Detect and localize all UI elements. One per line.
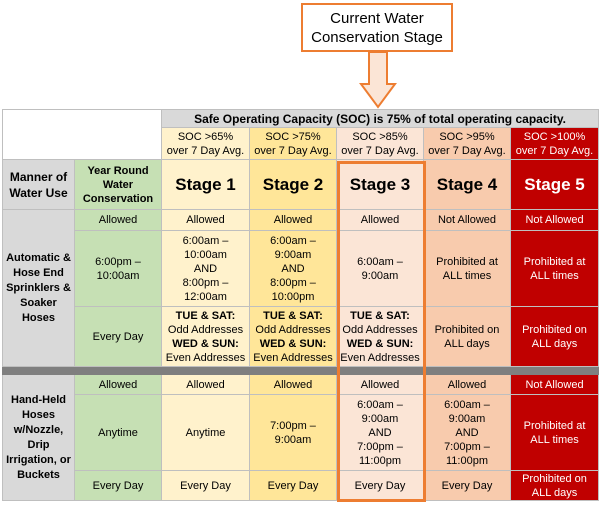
table-cell: Not Allowed [424, 210, 511, 231]
manner-of-water-use-header: Manner of Water Use [3, 160, 75, 210]
table-cell: 6:00pm – 10:00am [75, 231, 162, 307]
table-cell: Allowed [162, 210, 250, 231]
table-cell: Every Day [337, 471, 424, 501]
table-cell: Allowed [75, 210, 162, 231]
separator-bar [3, 367, 599, 375]
soc-range-stage1: SOC >65% over 7 Day Avg. [162, 128, 250, 160]
table-cell: Every Day [424, 471, 511, 501]
soc-range-stage3: SOC >85% over 7 Day Avg. [337, 128, 424, 160]
callout-line-1: Current Water [330, 9, 424, 27]
table-cell: Anytime [75, 395, 162, 471]
table-cell: Every Day [162, 471, 250, 501]
table-cell: Not Allowed [511, 375, 599, 395]
table-cell: Prohibited at ALL times [511, 395, 599, 471]
table-cell: Allowed [250, 375, 337, 395]
blank-corner [3, 110, 162, 160]
stage-header-row [3, 160, 599, 210]
group-separator [3, 367, 599, 375]
table-cell: 7:00pm – 9:00am [250, 395, 337, 471]
handheld-times-row [3, 395, 599, 471]
table-cell: Prohibited on ALL days [424, 307, 511, 367]
table-cell: 6:00am – 9:00am AND 7:00pm – 11:00pm [424, 395, 511, 471]
table-cell: 6:00am – 9:00am AND 8:00pm – 10:00pm [250, 231, 337, 307]
table-cell: 6:00am – 10:00am AND 8:00pm – 12:00am [162, 231, 250, 307]
table-cell: TUE & SAT: Odd Addresses WED & SUN: Even Addresses [162, 307, 250, 367]
table-cell: TUE & SAT: Odd Addresses WED & SUN: Even Addresses [337, 307, 424, 367]
table-cell: Allowed [424, 375, 511, 395]
automatic-days-row [3, 307, 599, 367]
table-cell: Allowed [337, 210, 424, 231]
soc-range-stage4: SOC >95% over 7 Day Avg. [424, 128, 511, 160]
soc-range-stage2: SOC >75% over 7 Day Avg. [250, 128, 337, 160]
table-cell: Prohibited on ALL days [511, 471, 599, 501]
table-cell: Every Day [75, 471, 162, 501]
table-cell: 6:00am – 9:00am AND 7:00pm – 11:00pm [337, 395, 424, 471]
current-stage-callout [301, 3, 453, 52]
down-arrow-icon [359, 51, 397, 109]
water-conservation-table [2, 109, 599, 501]
soc-title: Safe Operating Capacity (SOC) is 75% of total operating capacity. [162, 110, 599, 128]
table-cell: Prohibited on ALL days [511, 307, 599, 367]
table-cell: Allowed [162, 375, 250, 395]
year-round-header: Year Round Water Conservation [75, 160, 162, 210]
callout-line-2: Conservation Stage [311, 28, 443, 46]
table-cell: Prohibited at ALL times [424, 231, 511, 307]
table-cell: Prohibited at ALL times [511, 231, 599, 307]
table-cell: Every Day [75, 307, 162, 367]
stage-2-header: Stage 2 [250, 160, 337, 210]
table-cell: Allowed [75, 375, 162, 395]
table-cell: TUE & SAT: Odd Addresses WED & SUN: Even Addresses [250, 307, 337, 367]
table-cell: 6:00am – 9:00am [337, 231, 424, 307]
table-cell: Allowed [337, 375, 424, 395]
soc-title-row [3, 110, 599, 128]
handheld-hoses-label: Hand-Held Hoses w/Nozzle, Drip Irrigation, or Buckets [3, 375, 75, 501]
table-cell: Anytime [162, 395, 250, 471]
stage-3-header: Stage 3 [337, 160, 424, 210]
automatic-sprinklers-label: Automatic & Hose End Sprinklers & Soaker Hoses [3, 210, 75, 367]
stage-1-header: Stage 1 [162, 160, 250, 210]
stage-4-header: Stage 4 [424, 160, 511, 210]
table-cell: Not Allowed [511, 210, 599, 231]
table-cell: Allowed [250, 210, 337, 231]
stage-5-header: Stage 5 [511, 160, 599, 210]
handheld-allowed-row [3, 375, 599, 395]
soc-range-stage5: SOC >100% over 7 Day Avg. [511, 128, 599, 160]
automatic-times-row [3, 231, 599, 307]
table-cell: Every Day [250, 471, 337, 501]
handheld-days-row [3, 471, 599, 501]
automatic-allowed-row [3, 210, 599, 231]
